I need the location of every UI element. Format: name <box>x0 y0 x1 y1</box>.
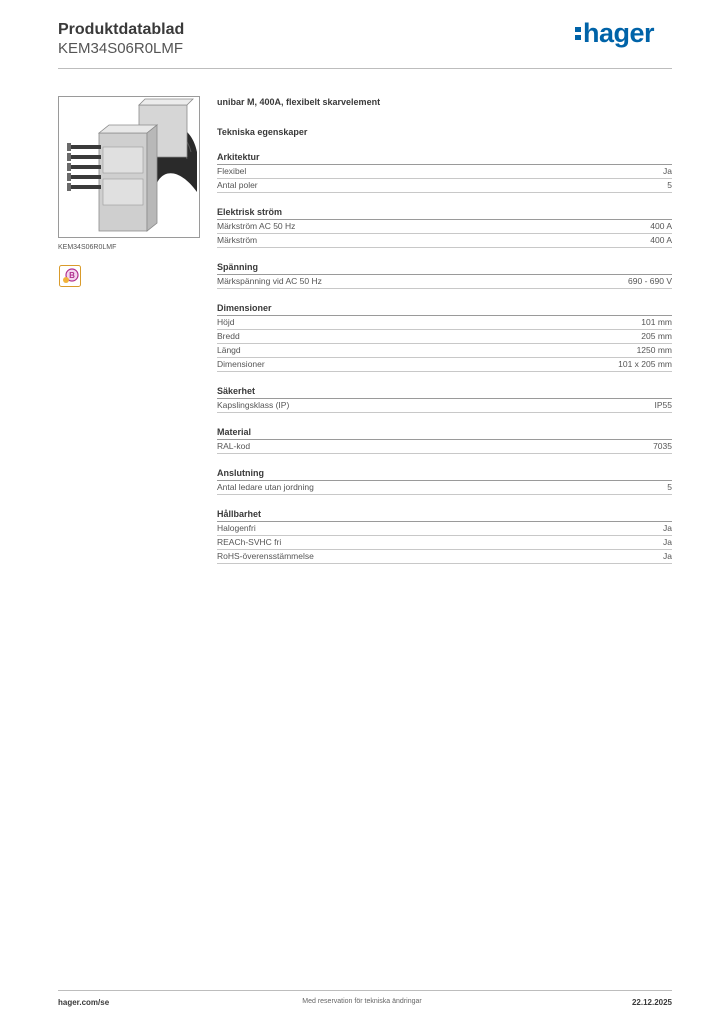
product-code: KEM34S06R0LMF <box>58 40 184 57</box>
footer-date: 22.12.2025 <box>631 998 672 1007</box>
spec-label: RoHS-överensstämmelse <box>217 551 314 561</box>
spec-label: Märkström AC 50 Hz <box>217 221 296 231</box>
spec-row <box>217 440 672 454</box>
section-title: Material <box>217 427 672 440</box>
product-description: unibar M, 400A, flexibelt skarvelement <box>217 97 381 107</box>
spec-value: 7035 <box>653 441 672 451</box>
spec-row <box>217 179 672 193</box>
spec-value: 690 - 690 V <box>628 276 672 286</box>
spec-value: 101 mm <box>641 317 672 327</box>
spec-label: REACh-SVHC fri <box>217 537 282 547</box>
footer-divider <box>58 990 672 991</box>
spec-row <box>217 165 672 179</box>
spec-row <box>217 344 672 358</box>
spec-value: IP55 <box>654 400 672 410</box>
spec-section <box>217 152 672 193</box>
document-header <box>58 20 184 58</box>
product-image <box>58 96 200 238</box>
section-title: Arkitektur <box>217 152 672 165</box>
spec-label: Kapslingsklass (IP) <box>217 400 290 410</box>
spec-label: Dimensioner <box>217 359 265 369</box>
spec-label: Höjd <box>217 317 235 327</box>
logo-text: hager <box>582 18 654 48</box>
spec-section <box>217 207 672 248</box>
spec-value: Ja <box>663 551 672 561</box>
document-title: Produktdatablad <box>58 21 185 38</box>
busbar-joint-illustration <box>59 97 199 237</box>
section-title: Spänning <box>217 262 672 275</box>
spec-label: Bredd <box>217 331 240 341</box>
spec-section <box>217 303 672 372</box>
spec-section <box>217 427 672 454</box>
spec-section <box>217 468 672 495</box>
spec-label: Längd <box>217 345 241 355</box>
specification-content <box>217 96 672 564</box>
hager-logo <box>575 18 654 49</box>
spec-label: Märkström <box>217 235 258 245</box>
section-title: Dimensioner <box>217 303 672 316</box>
header-divider <box>58 68 672 69</box>
spec-value: Ja <box>663 523 672 533</box>
section-title: Säkerhet <box>217 386 672 399</box>
spec-row <box>217 550 672 564</box>
footer-website: hager.com/se <box>58 998 110 1007</box>
spec-sections <box>217 152 672 564</box>
spec-label: Antal ledare utan jordning <box>217 482 314 492</box>
spec-value: 5 <box>667 180 672 190</box>
section-title: Anslutning <box>217 468 672 481</box>
spec-section <box>217 509 672 564</box>
spec-value: Ja <box>663 537 672 547</box>
spec-value: 205 mm <box>641 331 672 341</box>
spec-value: 400 A <box>650 221 672 231</box>
spec-row <box>217 316 672 330</box>
spec-value: 400 A <box>650 235 672 245</box>
spec-section <box>217 262 672 289</box>
spec-value: Ja <box>663 166 672 176</box>
footer-disclaimer: Med reservation för tekniska ändringar <box>302 998 422 1005</box>
svg-text:B: B <box>69 271 75 280</box>
spec-label: Märkspänning vid AC 50 Hz <box>217 276 322 286</box>
spec-section <box>217 386 672 413</box>
spec-value: 1250 mm <box>636 345 672 355</box>
spec-label: Flexibel <box>217 166 247 176</box>
logo-dots-icon <box>575 24 582 42</box>
spec-row <box>217 234 672 248</box>
spec-row <box>217 481 672 495</box>
spec-row <box>217 330 672 344</box>
spec-value: 101 x 205 mm <box>618 359 672 369</box>
image-caption: KEM34S06R0LMF <box>58 244 117 251</box>
spec-row <box>217 399 672 413</box>
spec-label: RAL-kod <box>217 441 251 451</box>
technical-properties-heading: Tekniska egenskaper <box>217 127 308 137</box>
spec-value: 5 <box>667 482 672 492</box>
spec-label: Antal poler <box>217 180 258 190</box>
section-title: Hållbarhet <box>217 509 672 522</box>
spec-row <box>217 522 672 536</box>
spec-row <box>217 220 672 234</box>
section-title: Elektrisk ström <box>217 207 672 220</box>
spec-row <box>217 536 672 550</box>
spec-row <box>217 358 672 372</box>
spec-label: Halogenfri <box>217 523 256 533</box>
spec-row <box>217 275 672 289</box>
halogen-free-badge-icon <box>59 265 81 287</box>
